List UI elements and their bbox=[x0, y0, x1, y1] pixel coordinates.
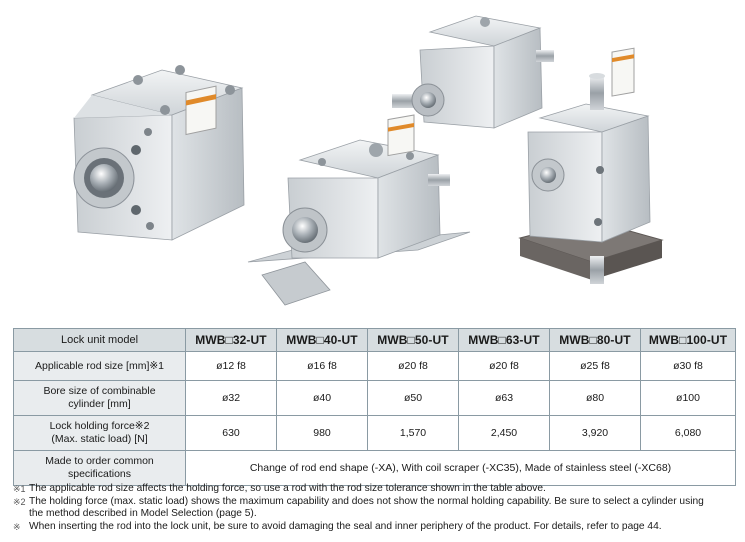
row-label-line: cylinder [mm] bbox=[68, 398, 131, 410]
table-cell: ø12 f8 bbox=[186, 352, 277, 381]
row-label bbox=[14, 451, 186, 486]
table-row bbox=[14, 416, 736, 451]
footnote-text: When inserting the rod into the lock unit, be sure to avoid damaging the seal and inner periphery of the product. For details, refer to page 44. bbox=[29, 520, 662, 532]
table-cell: ø63 bbox=[459, 381, 550, 416]
footnote-continuation: the method described in Model Selection (page 5). bbox=[29, 508, 257, 520]
model-column-header: MWB□50-UT bbox=[368, 329, 459, 352]
model-column-header: MWB□100-UT bbox=[641, 329, 736, 352]
table-cell: ø100 bbox=[641, 381, 736, 416]
row-label-line: Bore size of combinable bbox=[43, 385, 156, 397]
model-column-header: MWB□80-UT bbox=[550, 329, 641, 352]
footnote bbox=[13, 496, 735, 509]
spec-table bbox=[13, 328, 736, 486]
row-label-line: Lock holding force※2 bbox=[49, 420, 150, 432]
row-label bbox=[14, 381, 186, 416]
table-cell: 2,450 bbox=[459, 416, 550, 451]
model-column-header: MWB□40-UT bbox=[277, 329, 368, 352]
footnote-mark: ※1 bbox=[13, 484, 26, 494]
table-cell: ø32 bbox=[186, 381, 277, 416]
table-cell: ø25 f8 bbox=[550, 352, 641, 381]
footnote-text: The holding force (max. static load) shows the maximum capability and does not show the normal holding capability. Be sure to select a cylinder using bbox=[29, 495, 704, 507]
row-label-line: (Max. static load) [N] bbox=[51, 433, 148, 445]
lock-unit-large bbox=[74, 65, 244, 240]
table-row bbox=[14, 352, 736, 381]
model-column-header: MWB□63-UT bbox=[459, 329, 550, 352]
table-cell: 1,570 bbox=[368, 416, 459, 451]
header-row bbox=[14, 329, 736, 352]
table-cell: ø80 bbox=[550, 381, 641, 416]
table-cell: 980 bbox=[277, 416, 368, 451]
table-cell: ø30 f8 bbox=[641, 352, 736, 381]
table-cell: ø20 f8 bbox=[459, 352, 550, 381]
table-cell: ø40 bbox=[277, 381, 368, 416]
table-cell: 3,920 bbox=[550, 416, 641, 451]
table-cell: ø16 f8 bbox=[277, 352, 368, 381]
table-row bbox=[14, 381, 736, 416]
lock-unit-bracket bbox=[248, 115, 470, 305]
table-cell: 6,080 bbox=[641, 416, 736, 451]
row-label-line: specifications bbox=[67, 468, 132, 480]
model-column-header: MWB□32-UT bbox=[186, 329, 277, 352]
footnote-text: The applicable rod size affects the holding force, so use a rod with the rod size tolerance shown in the table above. bbox=[29, 483, 546, 494]
footnote bbox=[13, 483, 735, 496]
table-cell: ø50 bbox=[368, 381, 459, 416]
footnote bbox=[13, 521, 735, 534]
row-label: Applicable rod size [mm]※1 bbox=[14, 352, 186, 381]
row-label-line: Made to order common bbox=[45, 455, 154, 467]
table-cell: ø20 f8 bbox=[368, 352, 459, 381]
footnotes bbox=[13, 483, 735, 533]
row-label bbox=[14, 416, 186, 451]
merged-table-cell: Change of rod end shape (-XA), With coil scraper (-XC35), Made of stainless steel (-XC68) bbox=[186, 451, 736, 486]
table-cell: 630 bbox=[186, 416, 277, 451]
lock-unit-small bbox=[392, 0, 554, 128]
table-row bbox=[14, 451, 736, 486]
footnote-mark: ※2 bbox=[13, 496, 26, 507]
header-lock-unit-model: Lock unit model bbox=[14, 329, 186, 352]
footnote-mark: ※ bbox=[13, 521, 21, 532]
